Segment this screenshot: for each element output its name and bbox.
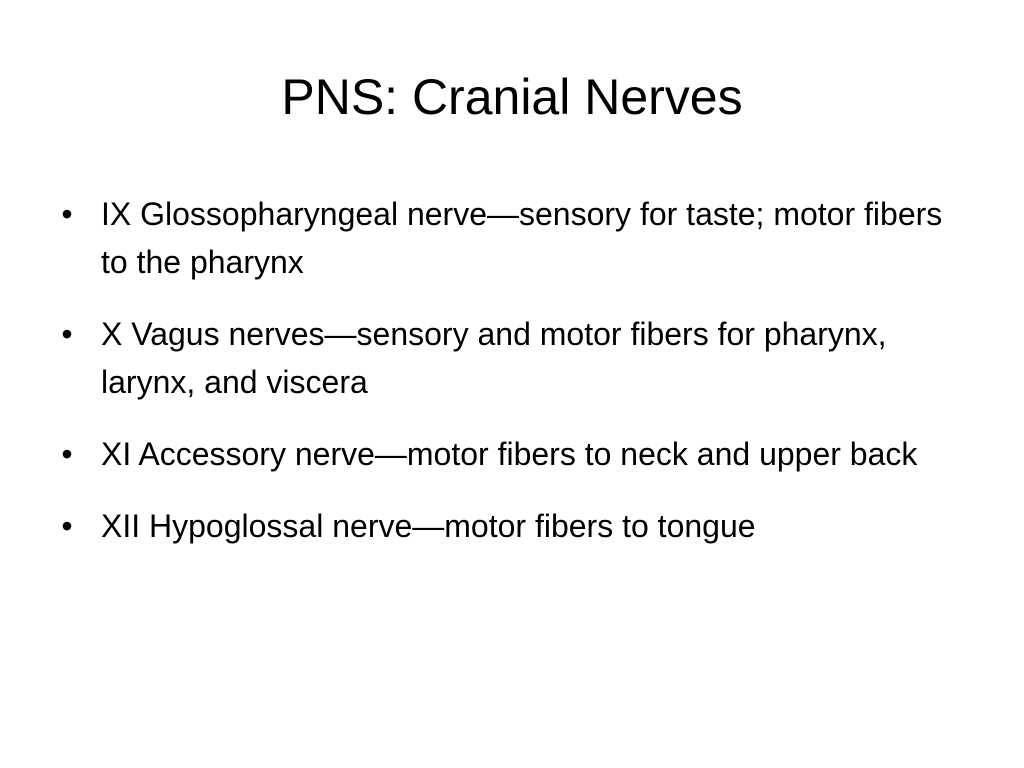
bullet-text: X Vagus nerves—sensory and motor fibers for pharynx, larynx, and viscera (101, 316, 887, 400)
bullet-item-hypoglossal (57, 502, 977, 550)
bullet-item-glossopharyngeal (57, 190, 977, 286)
bullet-icon: • (61, 436, 73, 472)
bullet-text: IX Glossopharyngeal nerve—sensory for taste; motor fibers to the pharynx (101, 196, 943, 280)
bullet-text: XII Hypoglossal nerve—motor fibers to tongue (101, 508, 756, 544)
bullet-list (57, 190, 977, 574)
bullet-item-accessory (57, 430, 977, 478)
bullet-item-vagus (57, 310, 977, 406)
bullet-icon: • (61, 316, 73, 352)
bullet-text: XI Accessory nerve—motor fibers to neck and upper back (101, 436, 918, 472)
bullet-icon: • (61, 196, 73, 232)
bullet-icon: • (61, 508, 73, 544)
slide-title: PNS: Cranial Nerves (281, 69, 743, 125)
